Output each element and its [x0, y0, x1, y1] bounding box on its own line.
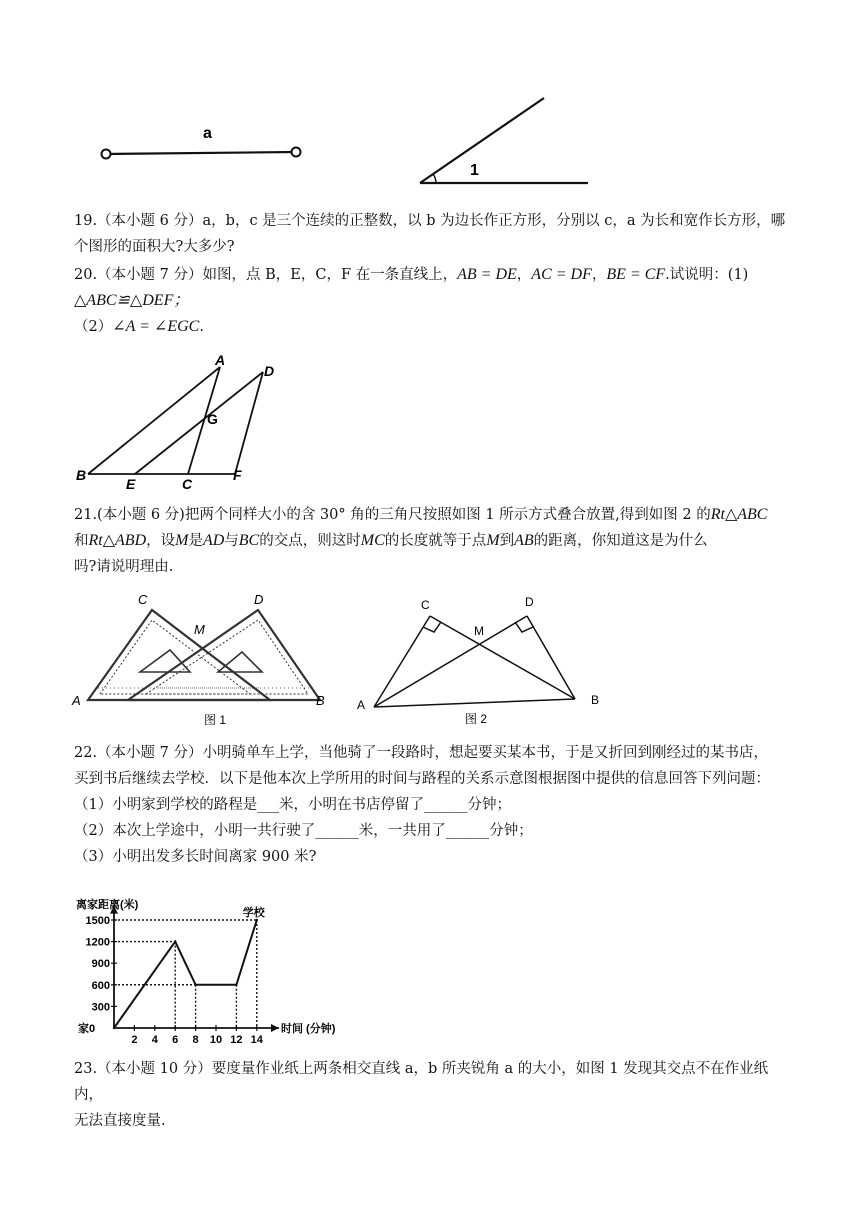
q23-line2: 无法直接度量.: [74, 1113, 166, 1129]
q21-line2o: 的距离，你知道这是为什么: [533, 533, 708, 549]
y-axis-label: 离家距离(米): [76, 899, 139, 911]
q21-line2g: 与: [224, 533, 239, 549]
x-tick-label: 8: [192, 1034, 199, 1044]
q20-tail: .试说明：(1): [665, 267, 749, 283]
segment-figure: [95, 118, 310, 164]
q21-line2m: 到: [499, 533, 515, 549]
y-tick-label: 1200: [85, 936, 110, 949]
q20-line3-suffix: .: [199, 319, 204, 335]
x-tick-label: 10: [209, 1034, 223, 1044]
x-tick-label: 2: [131, 1034, 138, 1044]
y-tick-label: 600: [91, 979, 110, 992]
distance-time-chart: [70, 894, 340, 1044]
q20-figure: [70, 354, 290, 490]
q21-line2b: Rt△ABD: [88, 532, 147, 549]
data-point: [235, 984, 237, 986]
q20-label-A: A: [215, 354, 226, 368]
question-22: [74, 740, 792, 870]
q21-figure-2: [355, 590, 615, 730]
q20-label-F: F: [233, 467, 242, 483]
q21-line2i: 的交点，则这时: [259, 533, 361, 549]
q21-line2j: MC: [360, 532, 385, 549]
segment-label: a: [203, 125, 212, 142]
q20-line2: △ABC≌△DEF；: [74, 292, 190, 309]
x-axis-arrow: [271, 1024, 279, 1032]
q20-cond2: AC = DF: [531, 266, 592, 283]
q21-line2k: 的长度就等于点: [384, 533, 487, 549]
q20-lead: 20.（本小题 7 分）如图，点 B，E，C，F 在一条直线上，: [74, 267, 458, 283]
q20-label-C: C: [182, 476, 193, 490]
q21-fig1-label-A: A: [72, 693, 81, 708]
q21-line2a: 和: [74, 533, 89, 549]
angle-figure: [412, 92, 602, 192]
data-point: [113, 1027, 115, 1029]
q21-line2l: M: [486, 532, 500, 549]
q21-line2e: 是: [188, 533, 203, 549]
q21-fig2-label-B: B: [591, 693, 600, 707]
q21-figure-1: [70, 588, 340, 728]
origin-label: 家0: [78, 1023, 96, 1035]
q20-line3-math: ∠A = ∠EGC: [112, 318, 200, 335]
q21-fig1-label-M: M: [194, 622, 205, 637]
q21-fig1-label-C: C: [138, 592, 148, 607]
y-tick-label: 900: [91, 958, 110, 971]
series-line: [114, 920, 257, 1028]
q21-fig2-caption: 图 2: [465, 712, 488, 726]
q21-line2c: ，设: [146, 533, 176, 549]
q19-text: a，b，c 是三个连续的正整数，以 b 为边长作正方形，分别以 c，a 为长和宽作长方形，哪个图形的面积大?大多少?: [74, 213, 786, 255]
question-23: [74, 1056, 792, 1134]
q22-sub3: （3）小明出发多长时间离家 900 米?: [74, 849, 317, 865]
q21-fig2-label-A: A: [357, 698, 366, 712]
q20-cond1: AB = DE: [457, 266, 517, 283]
data-point: [256, 919, 258, 921]
q21-fig2-label-D: D: [525, 595, 534, 609]
x-tick-label: 4: [151, 1034, 158, 1044]
question-20: 20.（本小题 7 分）如图，点 B，E，C，F 在一条直线上，AB = DE，AC = DF，BE = CF.试说明：(1) △ABC≌△DEF； （2）∠A = ∠EGC.: [74, 266, 749, 335]
q22-sub2: （2）本次上学途中，小明一共行驶了______米，一共用了______分钟；: [74, 823, 533, 839]
x-axis-label: 时间 (分钟): [281, 1023, 336, 1035]
y-tick-label: 1500: [85, 915, 110, 927]
q23-line1: 23.（本小题 10 分）要度量作业纸上两条相交直线 a，b 所夹锐角 a 的大小，如图 1 发现其交点不在作业纸内，: [74, 1061, 769, 1103]
q20-label-E: E: [126, 476, 136, 490]
q22-line1: 22.（本小题 7 分）小明骑单车上学，当他骑了一段路时，想起要买某本书，于是又折回到刚经过的某书店，: [74, 745, 768, 761]
data-point: [194, 984, 196, 986]
x-tick-label: 14: [250, 1034, 263, 1044]
q20-label-D: D: [264, 363, 275, 379]
question-21: [74, 502, 792, 580]
q21-line2n: AB: [514, 532, 534, 549]
q21-line2h: BC: [238, 532, 260, 549]
x-tick-label: 6: [172, 1034, 179, 1044]
q21-fig1-label-D: D: [254, 592, 264, 607]
q21-fig1-label-B: B: [316, 693, 325, 708]
q21-line1a: 21.(本小题 6 分)把两个同样大小的含 30° 角的三角尺按照如图 1 所示方式叠合放置,得到如图 2 的: [74, 507, 711, 523]
angle-label: 1: [470, 162, 479, 179]
end-label: 学校: [242, 907, 265, 919]
q21-line3: 吗?请说明理由.: [74, 559, 174, 575]
q21-fig1-caption: 图 1: [204, 713, 227, 727]
q21-line2d: M: [175, 532, 189, 549]
q22-line2: 买到书后继续去学校．以下是他本次上学所用的时间与路程的关系示意图根据图中提供的信息回答下列问题：: [74, 771, 770, 787]
q20-line3-prefix: （2）: [74, 319, 113, 335]
y-tick-label: 300: [91, 1001, 110, 1014]
q20-cond3: BE = CF: [606, 266, 666, 283]
data-point: [174, 940, 176, 942]
q19-lead: 19.（本小题 6 分）: [74, 213, 203, 229]
q21-fig2-label-C: C: [421, 598, 430, 612]
q22-sub1: （1）小明家到学校的路程是___米，小明在书店停留了______分钟；: [74, 797, 511, 813]
x-tick-label: 12: [230, 1034, 243, 1044]
question-19: [74, 208, 792, 260]
q21-fig2-label-M: M: [474, 624, 484, 638]
q21-line2f: AD: [202, 532, 225, 549]
q20-label-G: G: [207, 411, 218, 427]
q21-line1b: Rt△ABC: [710, 506, 768, 523]
q20-label-B: B: [76, 467, 87, 483]
